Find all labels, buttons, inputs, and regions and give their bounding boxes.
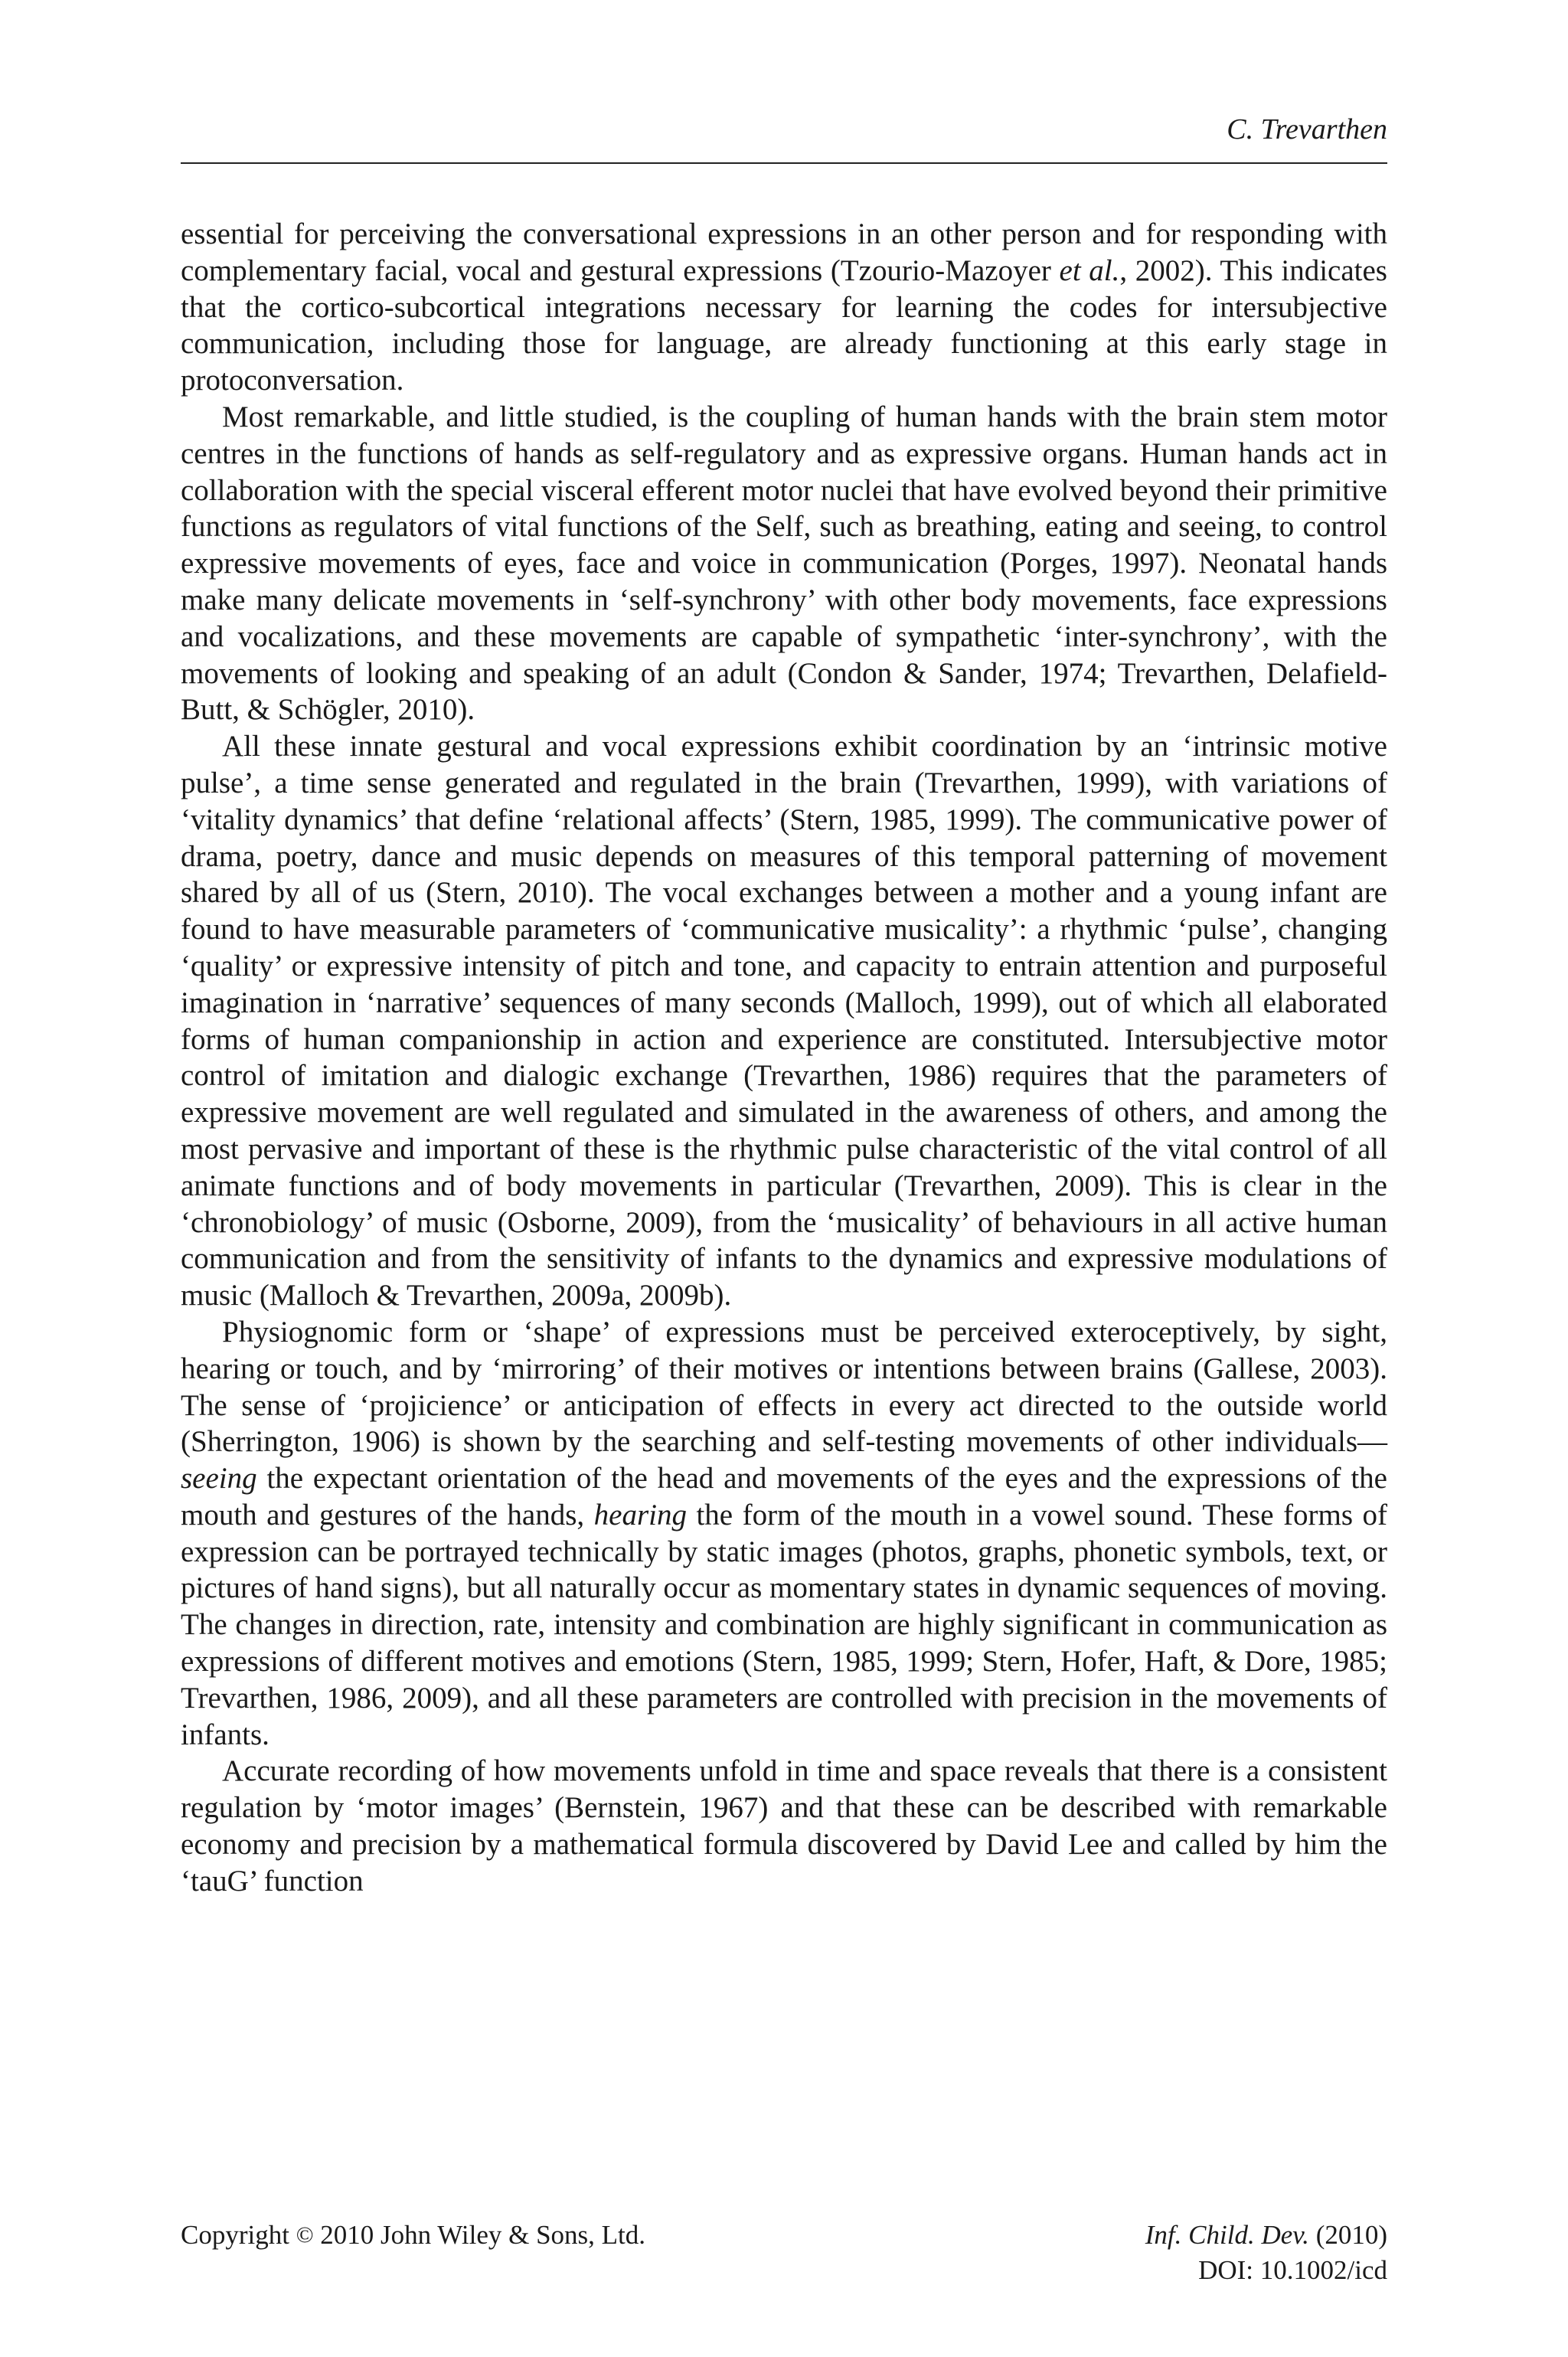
paragraph-4-italic-seeing: seeing xyxy=(181,1462,257,1496)
journal-year: (2010) xyxy=(1315,2220,1387,2250)
copyright-prefix: Copyright xyxy=(181,2220,289,2250)
journal-line xyxy=(1145,2218,1387,2253)
paragraph-1 xyxy=(181,216,1387,399)
paragraph-1-part-c: , 2002). This indicates that the cortico-subcortical integrations necessary for learning the codes for intersubjective communication, including those for language, are already functioning at this early stage in protoconversation. xyxy=(181,253,1387,397)
running-head: C. Trevarthen xyxy=(1227,113,1387,145)
journal-name: Inf. Child. Dev. xyxy=(1145,2220,1309,2250)
doi: DOI: 10.1002/icd xyxy=(1198,2255,1387,2285)
paragraph-1-part-a: essential for perceiving the conversational expressions in an other person and for responding with complementary facial, vocal and gestural expressions (Tzourio-Mazoyer xyxy=(181,217,1387,287)
copyright-symbol-icon: © xyxy=(296,2222,314,2247)
paragraph-4-italic-hearing: hearing xyxy=(593,1498,687,1532)
paragraph-1-italic-et-al: et al. xyxy=(1059,253,1120,287)
copyright-text: 2010 John Wiley & Sons, Ltd. xyxy=(320,2220,646,2250)
journal-info xyxy=(1145,2218,1387,2288)
header-rule xyxy=(181,162,1387,164)
copyright-line xyxy=(181,2218,645,2253)
body-text xyxy=(181,216,1387,1900)
paragraph-4 xyxy=(181,1314,1387,1754)
paragraph-3: All these innate gestural and vocal expressions exhibit coordination by an ‘intrinsic motive pulse’, a time sense generated and regulated in the brain (Trevarthen, 1999), with variations of ‘vitality dynamics’ that define ‘relational affects’ (Stern, 1985, 1999). The communicative power of drama, poetry, dance and music depends on measures of this temporal patterning of movement shared by all of us (Stern, 2010). The vocal exchanges between a mother and a young infant are found to have measurable parameters of ‘communicative musicality’: a rhythmic ‘pulse’, changing ‘quality’ or expressive intensity of pitch and tone, and capacity to entrain attention and purposeful imagination in ‘narrative’ sequences of many seconds (Malloch, 1999), out of which all elaborated forms of human companionship in action and experience are constituted. Intersubjective motor control of imitation and dialogic exchange (Trevarthen, 1986) requires that the parameters of expressive movement are well regulated and simulated in the awareness of others, and among the most pervasive and important of these is the rhythmic pulse characteristic of the vital control of all animate functions and of body movements in particular (Trevarthen, 2009). This is clear in the ‘chronobiology’ of music (Osborne, 2009), from the ‘musicality’ of behaviours in all active human communication and from the sensitivity of infants to the dynamics and expressive modulations of music (Malloch & Trevarthen, 2009a, 2009b). xyxy=(181,730,1387,1313)
paragraph-4-part-c: the expectant orientation of the head and movements of the eyes and the expressions of the mouth and gestures of the hands, xyxy=(181,1462,1387,1532)
paragraph-4-part-a: Physiognomic form or ‘shape’ of expressions must be perceived exteroceptively, by sight, hearing or touch, and by ‘mirroring’ of their motives or intentions between brains (Gallese, 2003). The sense of ‘projicience’ or anticipation of effects in every act directed to the outside world (Sherrington, 1906) is shown by the searching and self-testing movements of other individuals— xyxy=(181,1315,1387,1459)
paragraph-4-part-e: the form of the mouth in a vowel sound. These forms of expression can be portrayed technically by static images (photos, graphs, phonetic symbols, text, or pictures of hand signs), but all naturally occur as momentary states in dynamic sequences of moving. The changes in direction, rate, intensity and combination are highly significant in communication as expressions of different motives and emotions (Stern, 1985, 1999; Stern, Hofer, Haft, & Dore, 1985; Trevarthen, 1986, 2009), and all these parameters are controlled with precision in the movements of infants. xyxy=(181,1498,1387,1751)
paragraph-5: Accurate recording of how movements unfold in time and space reveals that there is a consistent regulation by ‘motor images’ (Bernstein, 1967) and that these can be described with remarkable economy and precision by a mathematical formula discovered by David Lee and called by him the ‘tauG’ function xyxy=(181,1754,1387,1898)
page xyxy=(181,0,1387,2357)
paragraph-2: Most remarkable, and little studied, is the coupling of human hands with the brain stem motor centres in the functions of hands as self-regulatory and as expressive organs. Human hands act in collaboration with the special visceral efferent motor nuclei that have evolved beyond their primitive functions as regulators of vital functions of the Self, such as breathing, eating and seeing, to control expressive movements of eyes, face and voice in communication (Porges, 1997). Neonatal hands make many delicate movements in ‘self-synchrony’ with other body movements, face expressions and vocalizations, and these movements are capable of sympathetic ‘inter-synchrony’, with the movements of looking and speaking of an adult (Condon & Sander, 1974; Trevarthen, Delafield-Butt, & Schögler, 2010). xyxy=(181,400,1387,727)
